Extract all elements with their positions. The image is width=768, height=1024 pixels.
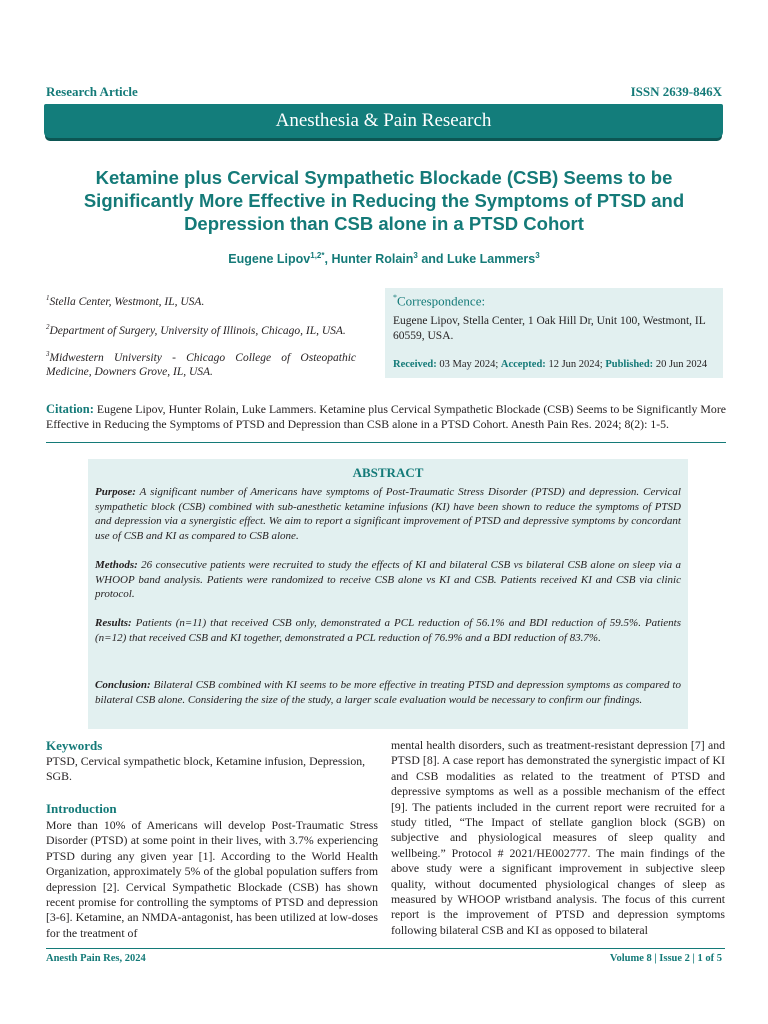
author-separator: and xyxy=(417,252,448,267)
conclusion-label: Conclusion: xyxy=(95,679,151,691)
footer-divider xyxy=(46,948,725,949)
abstract-purpose: Purpose: A significant number of Americans have symptoms of Post-Traumatic Stress Disorder (PTSD) and depression. Cervical sympathetic block (CSB) combined with sub-anesthetic ketamine infusions (KI) have been shown to reduce the symptoms of PTSD and depression via a synergistic effect. We aim to report a significant improvement of PTSD and depressive symptoms by concordant use of CSB and KI as compared to CSB alone. xyxy=(95,486,681,542)
author-name: Eugene Lipov xyxy=(228,252,311,267)
article-dates xyxy=(393,359,723,370)
abstract-methods: Methods: 26 consecutive patients were recruited to study the effects of KI and bilateral CSB vs bilateral CSB alone on sleep via a WHOOP band analysis. Patients were randomized to receive CSB alone vs KI and CSB. Patients received KI and CSB via clinic protocol. xyxy=(95,559,681,600)
accepted-label: Accepted: xyxy=(500,359,546,370)
introduction-heading: Introduction xyxy=(46,801,117,816)
received-date: 03 May 2024; xyxy=(436,359,501,370)
author-affiliation-mark: 1,2* xyxy=(310,251,325,260)
correspondence-heading: *Correspondence: xyxy=(393,293,486,309)
article-type-label: Research Article xyxy=(46,84,138,99)
footer-page-info: Volume 8 | Issue 2 | 1 of 5 xyxy=(609,953,722,964)
affiliation-text: Midwestern University - Chicago College of Osteopathic Medicine, Downers Grove, IL, USA. xyxy=(46,351,356,378)
methods-label: Methods: xyxy=(95,559,138,571)
author-name: Hunter Rolain xyxy=(331,252,414,267)
author-separator: , xyxy=(324,252,332,267)
issn-label: ISSN 2639-846X xyxy=(630,84,722,99)
affiliation xyxy=(46,320,356,338)
journal-banner xyxy=(44,104,723,138)
citation-label: Citation: xyxy=(46,402,94,416)
correspondence-box xyxy=(385,288,723,378)
author-affiliation-mark: 3 xyxy=(413,251,418,260)
received-label: Received: xyxy=(393,359,437,370)
abstract-heading: ABSTRACT xyxy=(352,465,424,480)
journal-name: Anesthesia & Pain Research xyxy=(275,110,492,131)
footer-journal-ref: Anesth Pain Res, 2024 xyxy=(46,953,146,964)
abstract-results: Results: Patients (n=11) that received CSB only, demonstrated a PCL reduction of 56.1% and BDI reduction of 59.5%. Patients (n=12) that received CSB and KI together, demonstrated a PCL reduction of 76.9% and a BDI reduction of 83.7%. xyxy=(95,617,681,644)
affiliation xyxy=(46,291,356,309)
article-title: Ketamine plus Cervical Sympathetic Blockade (CSB) Seems to be Significantly More Effective in Reducing the Symptoms of PTSD and Depression than CSB alone in a PTSD Cohort xyxy=(83,167,685,234)
affiliation xyxy=(46,347,356,379)
accepted-date: 12 Jun 2024; xyxy=(545,359,606,370)
published-date: 20 Jun 2024 xyxy=(653,359,708,370)
keywords-heading: Keywords xyxy=(46,738,103,753)
affiliation-number: 3 xyxy=(46,350,50,358)
keywords-text: PTSD, Cervical sympathetic block, Ketamine infusion, Depression, SGB. xyxy=(46,754,366,784)
purpose-label: Purpose: xyxy=(95,486,136,498)
correspondence-address: Eugene Lipov, Stella Center, 1 Oak Hill Dr, Unit 100, Westmont, IL 60559, USA. xyxy=(393,315,706,342)
section-divider xyxy=(46,442,726,443)
author-name: Luke Lammers xyxy=(447,252,536,267)
abstract-conclusion: Conclusion: Bilateral CSB combined with KI seems to be more effective in treating PTSD and depression symptoms as compared to bilateral CSB alone. Considering the size of the study, a larger scale evaluation would be necessary to confirm our findings. xyxy=(95,679,681,706)
citation-text: Eugene Lipov, Hunter Rolain, Luke Lammers. Ketamine plus Cervical Sympathetic Blockade (CSB) Seems to be Significantly More Effective in Reducing the Symptoms of PTSD and Depression than CSB alone in a PTSD Cohort. Anesth Pain Res. 2024; 8(2): 1-5. xyxy=(46,402,726,431)
correspondence-mark: * xyxy=(393,293,397,302)
affiliation-number: 1 xyxy=(46,294,50,302)
author-list xyxy=(60,251,708,266)
published-label: Published: xyxy=(605,359,654,370)
citation-block xyxy=(46,402,726,432)
affiliation-text: Stella Center, Westmont, IL, USA. xyxy=(49,295,205,308)
affiliation-number: 2 xyxy=(46,323,50,331)
introduction-right-column: mental health disorders, such as treatment-resistant depression [7] and PTSD [8]. A case report has demonstrated the synergistic impact of KI and CSB modalities as related to the treatment of PTSD and depressive symptoms as well as a possible mechanism of the effect [9]. The patients included in the current report were recruited for a study titled, “The Impact of stellate ganglion block (SGB) on subjective and physiological measures of sleep quality and wellbeing.” Protocol # 2021/HE002777. The main findings of the above study were a significant improvement in subjective sleep quality, without documented physiological changes of sleep as measured by WHOOP wristband analysis. The focus of this current report is the improvement of PTSD and depression symptoms following bilateral CSB and KI as opposed to bilateral xyxy=(391,738,725,937)
introduction-left-column: More than 10% of Americans will develop Post-Traumatic Stress Disorder (PTSD) at some point in their lives, with 3.7% experiencing PTSD during any given year [1]. According to the World Health Organization, approximately 5% of the global population suffers from depression [2]. Cervical Sympathetic Blockade (CSB) has shown recent promise for controlling the symptoms of PTSD and depression [3-6]. Ketamine, an NMDA-antagonist, has been utilized at low-doses for the treatment of xyxy=(46,818,378,940)
abstract-box xyxy=(88,459,688,729)
author-affiliation-mark: 3 xyxy=(535,251,540,260)
results-label: Results: xyxy=(95,617,132,629)
affiliation-text: Department of Surgery, University of Illinois, Chicago, IL, USA. xyxy=(49,324,346,337)
